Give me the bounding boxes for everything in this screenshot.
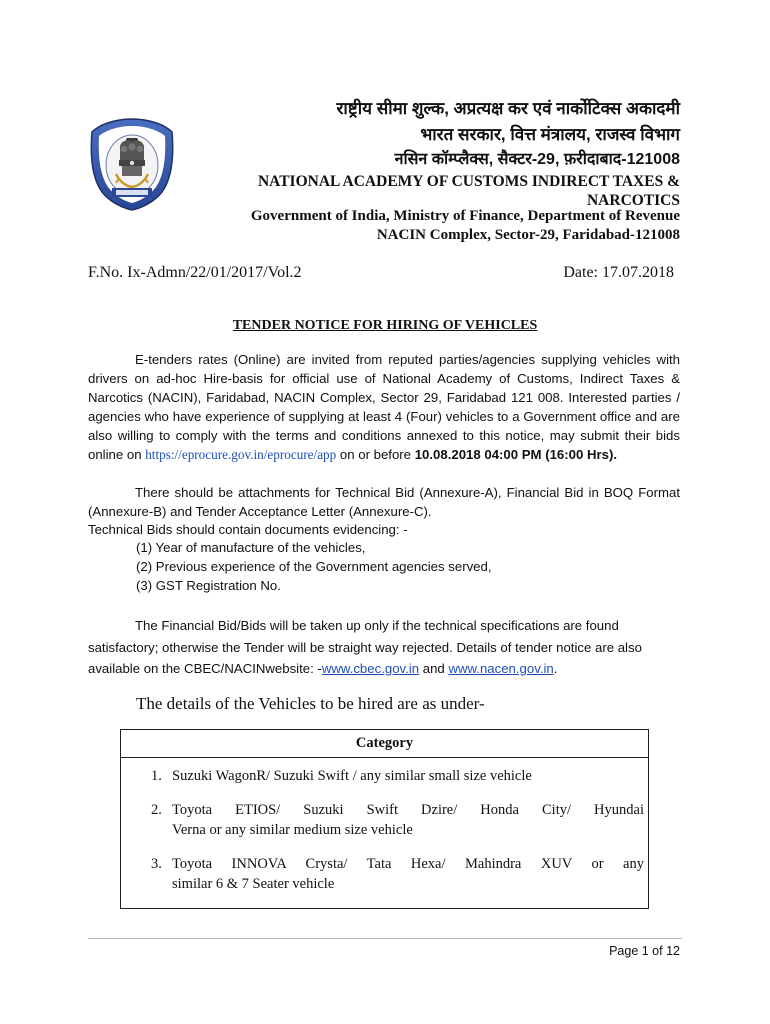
paragraph-attachments: There should be attachments for Technical Bid (Annexure-A), Financial Bid in BOQ Format (Annexure-B) and Tender Acceptance Letter (Annexure-C). [88,485,680,519]
row-number: 2. [151,802,162,818]
notice-date: Date: 17.07.2018 [563,264,674,281]
list-item: (2) Previous experience of the Government agencies served, [136,559,492,574]
header-hindi-line-3: नसिन कॉम्प्लैक्स, सैक्टर-29, फ़रीदाबाद-121008 [394,151,680,168]
row-number: 3. [151,856,162,872]
notice-title: TENDER NOTICE FOR HIRING OF VEHICLES [232,318,538,333]
invitation-mid-text: on or before [339,446,412,462]
vehicle-details-heading: The details of the Vehicles to be hired are as under- [136,694,485,713]
paragraph-financial-bid [88,615,680,680]
row-text-line-1: Toyota ETIOS/ Suzuki Swift Dzire/ Honda City/ Hyundai [172,802,644,818]
row-text [172,800,644,840]
financial-bid-text: satisfactory; otherwise the Tender will be straight way rejected. Details of tender notice are also available on the CBEC/NACINwebsite: - [88,639,642,676]
and-text: and [422,661,445,676]
header-academy-name: NATIONAL ACADEMY OF CUSTOMS INDIRECT TAXES & NARCOTICS [257,173,680,209]
eprocure-link[interactable]: https://eprocure.gov.in/eprocure/app [145,446,337,462]
paragraph-technical-bids: Technical Bids should contain documents evidencing: - [88,522,408,537]
row-number: 1. [151,768,162,784]
header-address: NACIN Complex, Sector-29, Faridabad-121008 [376,227,680,243]
vehicle-category-table [120,729,649,909]
row-text-line-2: similar 6 & 7 Seater vehicle [172,876,335,892]
table-header-category: Category [121,730,648,758]
header-hindi-line-1: राष्ट्रीय सीमा शुल्क, अप्रत्यक्ष कर एवं नार्कोटिक्स अकादमी [336,99,680,118]
header-ministry: Government of India, Ministry of Finance, Department of Revenue [250,208,680,224]
row-text [172,854,644,894]
header-hindi-line-2: भारत सरकार, वित्त मंत्रालय, राजस्व विभाग [420,125,680,144]
nacin-emblem-icon [86,116,178,212]
bid-deadline: 10.08.2018 04:00 PM (16:00 Hrs). [414,446,618,462]
file-number: F.No. Ix-Admn/22/01/2017/Vol.2 [88,264,302,281]
page-number: Page 1 of 12 [609,944,680,958]
list-item: (1) Year of manufacture of the vehicles, [136,540,366,555]
row-text: Suzuki WagonR/ Suzuki Swift / any similar small size vehicle [172,768,532,784]
footer-divider [88,938,682,939]
invitation-text: E-tenders rates (Online) are invited from reputed parties/agencies supplying vehicles with drivers on ad-hoc Hire-basis for official use of National Academy of Customs, Indirect Taxes & Narcotics (NACIN), Faridabad, NACIN Complex, Sector 29, Faridabad 121 008. Interested parties / agencies who have experience of supplying at least 4 (Four) vehicles to a Government office and are also willing to comply with the terms and conditions annexed to this notice, may submit their bids online on [88,352,680,462]
period-text: . [553,661,558,676]
financial-bid-line-1: The Financial Bid/Bids will be taken up only if the technical specifications are found [135,618,619,633]
cbec-website-link[interactable]: www.cbec.gov.in [321,661,420,676]
list-item: (3) GST Registration No. [136,578,281,593]
row-text-line-2: Verna or any similar medium size vehicle [172,822,413,838]
paragraph-invitation [88,351,680,464]
nacen-website-link[interactable]: www.nacen.gov.in [448,661,554,676]
row-text-line-1: Toyota INNOVA Crysta/ Tata Hexa/ Mahindra XUV or any [172,856,644,872]
